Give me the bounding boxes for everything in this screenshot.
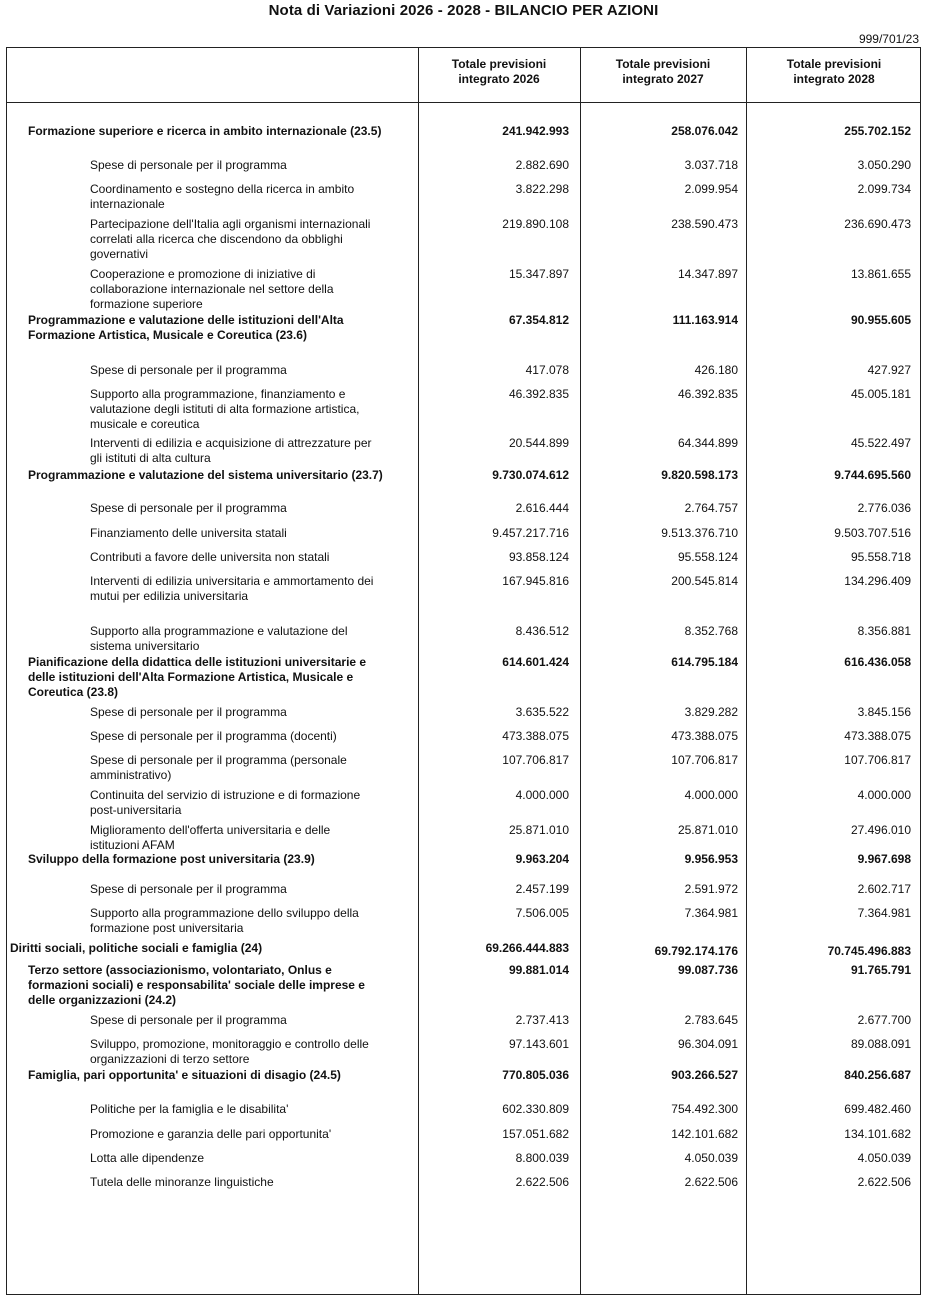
row-value-2027: 200.545.814 <box>671 574 738 588</box>
row-label: Partecipazione dell'Italia agli organismi internazionali correlati alla ricerca che discendono da obblighi governativi <box>90 217 371 261</box>
row-value-2027: 111.163.914 <box>672 313 738 327</box>
row-value-2026: 4.000.000 <box>515 788 569 802</box>
row-value-2026: 20.544.899 <box>508 436 569 450</box>
row-value-2028: 90.955.605 <box>850 313 911 327</box>
row-value-2026: 417.078 <box>525 363 569 377</box>
row-label: Spese di personale per il programma <box>90 363 287 377</box>
table-row-action <box>0 788 927 817</box>
row-value-2026: 3.822.298 <box>515 182 569 196</box>
row-value-2028: 91.765.791 <box>850 963 911 977</box>
row-value-2026: 473.388.075 <box>502 729 569 743</box>
row-value-2028: 107.706.817 <box>844 753 911 767</box>
table-row-action <box>0 550 927 564</box>
row-value-2027: 2.591.972 <box>684 882 738 896</box>
row-value-2028: 2.677.700 <box>857 1013 911 1027</box>
row-label: Spese di personale per il programma <box>90 1013 287 1027</box>
row-value-2026: 614.601.424 <box>502 655 569 669</box>
row-label: Spese di personale per il programma <box>90 882 287 896</box>
row-value-2026: 107.706.817 <box>502 753 569 767</box>
table-row-action <box>0 753 927 782</box>
table-row-action <box>0 1151 927 1165</box>
row-value-2026: 46.392.835 <box>508 387 569 401</box>
row-label: Spese di personale per il programma (docenti) <box>90 729 337 743</box>
row-value-2028: 2.622.506 <box>857 1175 911 1189</box>
row-value-2026: 2.737.413 <box>515 1013 569 1027</box>
table-row-action <box>0 906 927 935</box>
row-label: Interventi di edilizia universitaria e ammortamento dei mutui per edilizia universitaria <box>90 574 374 603</box>
row-value-2027: 903.266.527 <box>671 1068 738 1082</box>
row-value-2027: 95.558.124 <box>677 550 738 564</box>
row-value-2027: 2.622.506 <box>684 1175 738 1189</box>
row-value-2027: 2.764.757 <box>684 501 738 515</box>
row-value-2026: 602.330.809 <box>502 1102 569 1116</box>
row-value-2026: 93.858.124 <box>508 550 569 564</box>
row-value-2027: 2.783.645 <box>684 1013 738 1027</box>
row-value-2026: 7.506.005 <box>515 906 569 920</box>
row-label: Contributi a favore delle universita non statali <box>90 550 330 564</box>
row-label: Terzo settore (associazionismo, volontariato, Onlus e formazioni sociali) e responsabilita' sociale delle imprese e delle organizzazioni (24.2) <box>28 963 365 1007</box>
row-value-2026: 3.635.522 <box>515 705 569 719</box>
row-label: Continuita del servizio di istruzione e di formazione post-universitaria <box>90 788 361 817</box>
row-value-2028: 9.967.698 <box>857 852 911 866</box>
table-row-action <box>0 705 927 719</box>
row-label: Sviluppo, promozione, monitoraggio e controllo delle organizzazioni di terzo settore <box>90 1037 369 1066</box>
row-label: Famiglia, pari opportunita' e situazioni di disagio (24.5) <box>28 1068 341 1082</box>
row-value-2026: 2.457.199 <box>515 882 569 896</box>
table-row-program <box>0 655 927 699</box>
page-title: Nota di Variazioni 2026 - 2028 - BILANCIO PER AZIONI <box>268 2 659 19</box>
table-row-action <box>0 1013 927 1027</box>
row-label: Promozione e garanzia delle pari opportunita' <box>90 1127 332 1141</box>
row-value-2026: 15.347.897 <box>508 267 569 281</box>
row-label: Lotta alle dipendenze <box>90 1151 205 1165</box>
row-value-2028: 3.845.156 <box>857 705 911 719</box>
row-value-2026: 241.942.993 <box>502 124 569 138</box>
row-value-2027: 614.795.184 <box>671 655 738 669</box>
row-label: Tutela delle minoranze linguistiche <box>90 1175 274 1189</box>
row-value-2026: 25.871.010 <box>508 823 569 837</box>
column-header-2027-text: Totale previsioni integrato 2027 <box>615 57 711 86</box>
row-value-2027: 3.829.282 <box>684 705 738 719</box>
row-value-2027: 69.792.174.176 <box>654 944 738 958</box>
table-row-action <box>0 823 927 852</box>
row-value-2027: 107.706.817 <box>671 753 738 767</box>
row-value-2026: 2.882.690 <box>515 158 569 172</box>
row-value-2028: 89.088.091 <box>850 1037 911 1051</box>
row-value-2026: 8.800.039 <box>515 1151 569 1165</box>
table-row-action <box>0 217 927 261</box>
row-value-2026: 8.436.512 <box>515 624 569 638</box>
row-value-2028: 70.745.496.883 <box>827 944 911 958</box>
row-value-2027: 2.099.954 <box>684 182 738 196</box>
table-row-action <box>0 882 927 896</box>
row-value-2028: 8.356.881 <box>857 624 911 638</box>
row-value-2028: 236.690.473 <box>844 217 911 231</box>
row-value-2028: 840.256.687 <box>844 1068 911 1082</box>
table-row-action <box>0 1102 927 1116</box>
row-value-2028: 45.005.181 <box>850 387 911 401</box>
row-value-2026: 219.890.108 <box>502 217 569 231</box>
row-label: Programmazione e valutazione del sistema universitario (23.7) <box>28 468 383 482</box>
row-label: Coordinamento e sostegno della ricerca in ambito internazionale <box>90 182 355 211</box>
row-value-2027: 142.101.682 <box>671 1127 738 1141</box>
table-row-action <box>0 1037 927 1066</box>
row-value-2028: 4.050.039 <box>857 1151 911 1165</box>
table-row-mission <box>0 941 927 958</box>
row-value-2028: 473.388.075 <box>844 729 911 743</box>
row-label: Politiche per la famiglia e le disabilita' <box>90 1102 289 1116</box>
row-label: Pianificazione della didattica delle istituzioni universitarie e delle istituzioni dell'Alta Formazione Artistica, Musicale e Coreutica (23.8) <box>28 655 367 699</box>
row-value-2028: 45.522.497 <box>850 436 911 450</box>
row-value-2026: 97.143.601 <box>508 1037 569 1051</box>
row-value-2026: 9.730.074.612 <box>492 468 569 482</box>
row-value-2026: 69.266.444.883 <box>485 941 569 955</box>
row-value-2027: 99.087.736 <box>677 963 738 977</box>
table-row-action <box>0 501 927 515</box>
table-row-program <box>0 313 927 342</box>
row-value-2026: 770.805.036 <box>502 1068 569 1082</box>
row-value-2027: 426.180 <box>694 363 738 377</box>
row-label: Formazione superiore e ricerca in ambito internazionale (23.5) <box>28 124 382 138</box>
row-label: Spese di personale per il programma <box>90 158 287 172</box>
table-row-action <box>0 624 927 653</box>
row-value-2028: 95.558.718 <box>850 550 911 564</box>
table-row-action <box>0 1175 927 1189</box>
row-value-2028: 13.861.655 <box>850 267 911 281</box>
table-row-action <box>0 363 927 377</box>
row-value-2028: 427.927 <box>867 363 911 377</box>
row-value-2028: 2.099.734 <box>857 182 911 196</box>
row-label: Programmazione e valutazione delle istituzioni dell'Alta Formazione Artistica, Musicale e Coreutica (23.6) <box>28 313 344 342</box>
row-value-2027: 238.590.473 <box>671 217 738 231</box>
row-value-2027: 8.352.768 <box>684 624 738 638</box>
table-row-program <box>0 1068 927 1082</box>
row-value-2026: 2.616.444 <box>515 501 569 515</box>
table-row-action <box>0 436 927 465</box>
row-value-2027: 473.388.075 <box>671 729 738 743</box>
row-value-2026: 2.622.506 <box>515 1175 569 1189</box>
row-value-2027: 4.000.000 <box>684 788 738 802</box>
row-value-2028: 255.702.152 <box>844 124 911 138</box>
table-row-action <box>0 526 927 540</box>
row-label: Supporto alla programmazione, finanziamento e valutazione degli istituti di alta formazione artistica, musicale e coreutica <box>90 387 360 431</box>
table-row-action <box>0 729 927 743</box>
row-value-2028: 2.602.717 <box>857 882 911 896</box>
table-row-action <box>0 158 927 172</box>
row-label: Interventi di edilizia e acquisizione di attrezzature per gli istituti di alta cultura <box>90 436 372 465</box>
row-value-2027: 64.344.899 <box>677 436 738 450</box>
row-value-2028: 134.296.409 <box>844 574 911 588</box>
row-value-2026: 167.945.816 <box>502 574 569 588</box>
row-label: Supporto alla programmazione dello sviluppo della formazione post universitaria <box>90 906 359 935</box>
row-value-2026: 9.963.204 <box>515 852 569 866</box>
row-value-2026: 157.051.682 <box>502 1127 569 1141</box>
row-value-2028: 9.503.707.516 <box>834 526 911 540</box>
table-row-action <box>0 387 927 431</box>
row-value-2028: 2.776.036 <box>857 501 911 515</box>
row-value-2028: 27.496.010 <box>850 823 911 837</box>
row-value-2027: 9.820.598.173 <box>661 468 738 482</box>
table-row-program <box>0 963 927 1007</box>
table-row-action <box>0 267 927 311</box>
row-value-2028: 9.744.695.560 <box>834 468 911 482</box>
row-label: Sviluppo della formazione post universitaria (23.9) <box>28 852 315 866</box>
row-value-2027: 258.076.042 <box>671 124 738 138</box>
row-value-2027: 25.871.010 <box>677 823 738 837</box>
row-value-2028: 3.050.290 <box>857 158 911 172</box>
table-row-action <box>0 574 927 603</box>
row-value-2027: 3.037.718 <box>684 158 738 172</box>
row-value-2027: 9.513.376.710 <box>661 526 738 540</box>
document-code: 999/701/23 <box>858 32 919 46</box>
row-value-2028: 7.364.981 <box>857 906 911 920</box>
row-value-2028: 699.482.460 <box>844 1102 911 1116</box>
row-label: Miglioramento dell'offerta universitaria e delle istituzioni AFAM <box>90 823 331 852</box>
table-row-program <box>0 852 927 866</box>
row-label: Spese di personale per il programma <box>90 501 287 515</box>
row-label: Cooperazione e promozione di iniziative di collaborazione internazionale nel settore della formazione superiore <box>90 267 334 311</box>
row-label: Supporto alla programmazione e valutazione del sistema universitario <box>90 624 348 653</box>
row-value-2027: 96.304.091 <box>677 1037 738 1051</box>
row-label: Spese di personale per il programma <box>90 705 287 719</box>
row-value-2027: 754.492.300 <box>671 1102 738 1116</box>
row-value-2028: 4.000.000 <box>857 788 911 802</box>
row-value-2028: 616.436.058 <box>844 655 911 669</box>
row-label: Diritti sociali, politiche sociali e famiglia (24) <box>10 941 263 955</box>
table-row-program <box>0 468 927 482</box>
table-row-action <box>0 182 927 211</box>
row-label: Finanziamento delle universita statali <box>90 526 287 540</box>
row-value-2027: 46.392.835 <box>677 387 738 401</box>
table-row-action <box>0 1127 927 1141</box>
row-value-2027: 14.347.897 <box>677 267 738 281</box>
row-value-2026: 99.881.014 <box>508 963 569 977</box>
row-value-2027: 7.364.981 <box>684 906 738 920</box>
table-row-program <box>0 124 927 138</box>
row-value-2026: 67.354.812 <box>508 313 569 327</box>
column-header-2028-text: Totale previsioni integrato 2028 <box>786 57 882 86</box>
row-value-2027: 9.956.953 <box>684 852 738 866</box>
column-header-2026-text: Totale previsioni integrato 2026 <box>451 57 547 86</box>
row-label: Spese di personale per il programma (personale amministrativo) <box>90 753 347 782</box>
row-value-2028: 134.101.682 <box>844 1127 911 1141</box>
row-value-2027: 4.050.039 <box>684 1151 738 1165</box>
row-value-2026: 9.457.217.716 <box>492 526 569 540</box>
